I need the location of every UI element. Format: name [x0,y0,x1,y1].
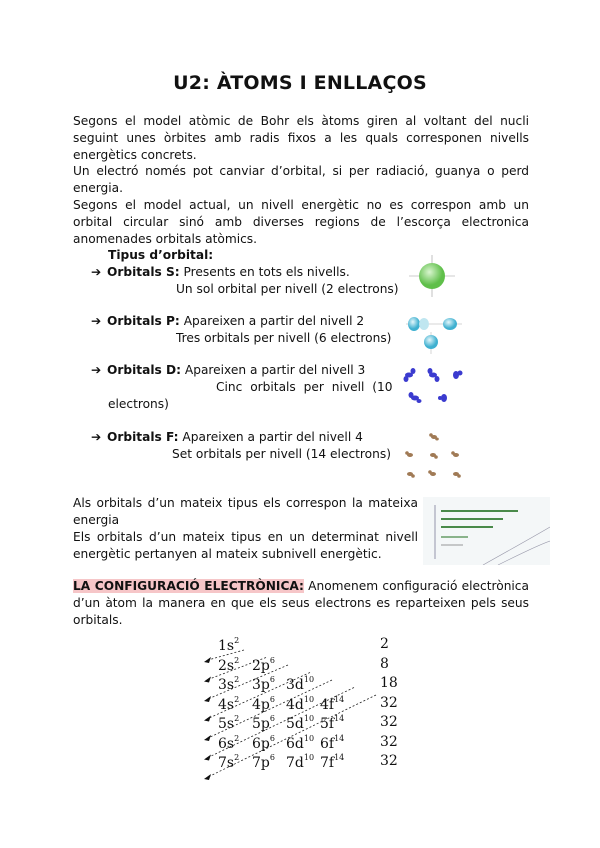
intro-paragraph-3: Segons el model actual, un nivell energètic no es correspon amb un orbital circular sinó amb diverses regions de l’escorça electronica anomenades orbitals atòmics. [73,198,529,246]
orbital-d-desc1: Apareixen a partir del nivell 3 [184,363,366,377]
orbital-d-name: Orbitals D: [107,363,181,377]
orbital-7p: $7p^6$ [252,753,275,771]
capacity-row-4: 32 [380,694,398,711]
intro-paragraph-1: Segons el model atòmic de Bohr els àtoms giren al voltant del nucli seguint unes òrbites amb radis fixos a les quals corresponen nivells energètics concrets. [73,114,529,162]
arrow-icon: ➔ [91,314,102,328]
config-text: Anomenem configuració electrònica d’un àtom la manera en que els seus electrons es reparteixen pels seus orbitals. [73,579,529,627]
s-orbital-illustration [405,253,459,299]
orbital-6d: $6d^{10}$ [286,733,315,752]
arrow-head-icon [204,774,211,780]
d-orbitals-illustration [400,365,468,409]
config-term: LA CONFIGURACIÓ ELECTRÒNICA: [73,579,304,593]
orbital-2s: $2s^2$ [218,655,240,674]
arrow-head-icon [204,657,211,663]
f-orbitals-illustration [398,428,470,484]
orbital-7s: $7s^2$ [218,753,240,771]
capacity-row-1: 2 [380,636,389,652]
arrow-icon: ➔ [91,363,102,377]
capacity-row-5: 32 [380,714,398,730]
orbital-7f: $7f^{14}$ [320,753,345,771]
orbital-2p: $2p^6$ [252,655,275,674]
electron-configuration-diagram [198,632,408,782]
orbital-p-name: Orbitals P: [107,314,180,328]
orbital-7d: $7d^{10}$ [286,753,315,771]
arrow-head-icon [204,735,211,741]
orbital-5s: $5s^2$ [218,714,240,732]
orbital-p-line1 [91,313,364,330]
orbital-d-line1 [91,362,365,379]
same-type-paragraph-1: Als orbitals d’un mateix tipus els correspon la mateixa energia [73,496,418,527]
page-title: U2: ÀTOMS I ENLLAÇOS [173,72,427,94]
orbital-1s: $1s^2$ [218,636,240,654]
orbital-f-desc2: Set orbitals per nivell (14 electrons) [172,447,391,461]
config-paragraph [73,578,529,628]
orbital-p-desc1: Apareixen a partir del nivell 2 [183,314,365,328]
capacity-row-2: 8 [380,655,389,672]
orbital-6p: $6p^6$ [252,733,275,752]
p-orbitals-illustration [404,310,464,354]
arrow-head-icon [204,716,211,722]
orbital-p-desc2: Tres orbitals per nivell (6 electrons) [176,331,392,345]
orbital-3s: $3s^2$ [218,675,240,693]
arrow-head-icon [204,677,211,683]
capacity-row-3: 18 [380,675,398,691]
same-type-paragraph-2: Els orbitals d’un mateix tipus en un determinat nivell energètic pertanyen al mateix subnivell energètic. [73,530,418,561]
orbital-3p: $3p^6$ [252,675,275,693]
orbital-d-desc3: electrons) [108,397,169,411]
orbital-5d: $5d^{10}$ [286,714,315,732]
orbital-6f: $6f^{14}$ [320,733,345,752]
orbital-types-heading: Tipus d’orbital: [108,248,214,262]
orbital-5p: $5p^6$ [252,714,275,732]
orbital-4d: $4d^{10}$ [286,694,315,713]
orbital-5f: $5f^{14}$ [320,714,345,732]
arrow-head-icon [204,755,211,761]
orbital-f-line1 [91,429,363,446]
orbital-f-desc1: Apareixen a partir del nivell 4 [182,430,363,444]
orbital-3d: $3d^{10}$ [286,675,315,693]
orbital-s-name: Orbitals S: [107,265,180,279]
orbital-6s: $6s^2$ [218,733,240,752]
intro-paragraph-2: Un electró només pot canviar d’orbital, si per radiació, guanya o perd energia. [73,164,529,195]
energy-levels-illustration [423,497,550,565]
orbital-d-desc2: Cinc orbitals per nivell (10 [216,380,393,394]
arrow-icon: ➔ [91,265,102,279]
capacity-row-7: 32 [380,753,398,769]
orbital-s-line1 [91,264,350,281]
orbital-f-name: Orbitals F: [107,430,179,444]
capacity-row-6: 32 [380,733,398,750]
arrow-icon: ➔ [91,430,102,444]
orbital-s-desc2: Un sol orbital per nivell (2 electrons) [176,282,399,296]
arrow-head-icon [204,696,211,702]
orbital-s-desc1: Presents en tots els nivells. [183,265,350,279]
orbital-4f: $4f^{14}$ [320,694,345,713]
orbital-4p: $4p^6$ [252,694,275,713]
orbital-4s: $4s^2$ [218,694,240,713]
